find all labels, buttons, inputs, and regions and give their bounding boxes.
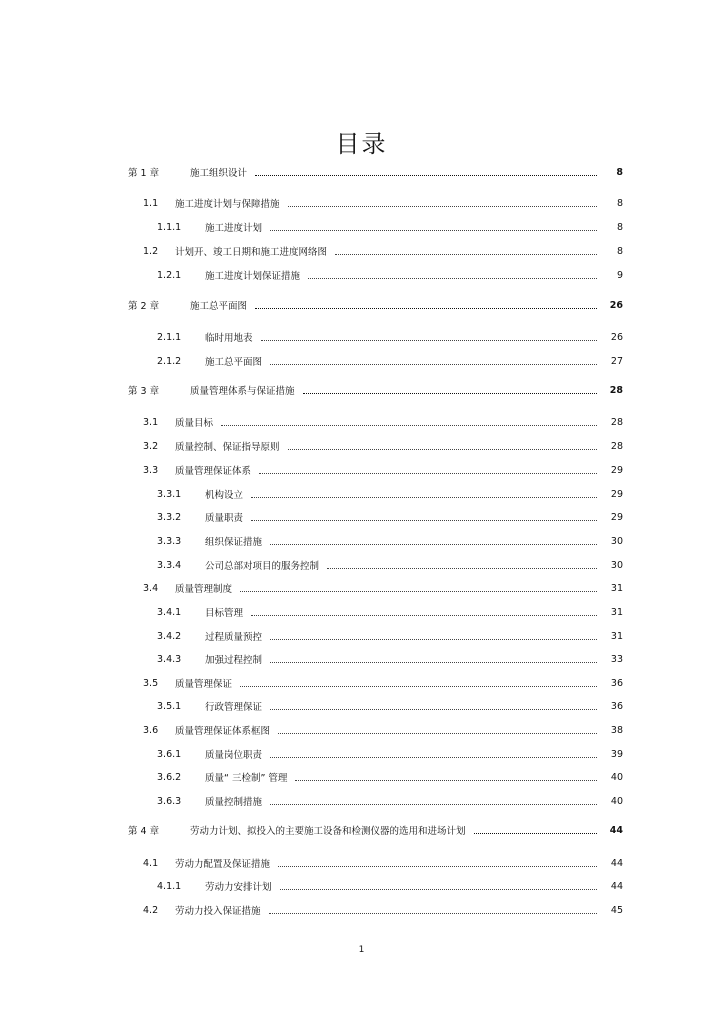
toc-entry-3-6[interactable]: [143, 722, 623, 738]
toc-entry-page: 40: [610, 795, 623, 807]
toc-entry-number: 3.6: [143, 724, 159, 736]
toc-entry-3-3-2[interactable]: [157, 509, 623, 525]
dot-leader: [270, 709, 597, 710]
toc-entry-3-3-3[interactable]: [157, 533, 623, 549]
toc-entry-title: 质量“ 三检制” 管理: [205, 773, 288, 784]
toc-entry-chapter-4[interactable]: [128, 822, 623, 838]
toc-entry-number: 4.1.1: [157, 880, 182, 892]
toc-entry-1-1-1[interactable]: [157, 219, 623, 235]
dot-leader: [278, 733, 597, 734]
toc-entry-3-6-1[interactable]: [157, 746, 623, 762]
toc-entry-number: 3.6.2: [157, 771, 182, 783]
toc-entry-title: 计划开、竣工日期和施工进度网络图: [175, 247, 328, 258]
dot-leader: [270, 757, 597, 758]
toc-entry-page: 30: [610, 559, 623, 571]
toc-entry-page: 29: [610, 488, 623, 500]
toc-entry-page: 33: [610, 653, 623, 665]
page-title: 目录: [335, 130, 388, 158]
dot-leader: [251, 615, 597, 616]
toc-entry-title: 劳动力安排计划: [205, 882, 272, 893]
dot-leader: [335, 254, 597, 255]
dot-leader: [251, 497, 597, 498]
dot-leader: [308, 278, 597, 279]
toc-entry-number: 3.3.4: [157, 559, 182, 571]
dot-leader: [270, 230, 597, 231]
toc-entry-chapter-1[interactable]: [128, 164, 623, 180]
toc-entry-3-3[interactable]: [143, 462, 623, 478]
toc-entry-3-1[interactable]: [143, 414, 623, 430]
toc-entry-page: 36: [610, 677, 623, 689]
toc-entry-page: 40: [610, 771, 623, 783]
dot-leader: [278, 866, 597, 867]
dot-leader: [288, 449, 597, 450]
toc-entry-page: 44: [609, 824, 623, 836]
toc-entry-title: 劳动力计划、拟投入的主要施工设备和检测仪器的选用和进场计划: [190, 826, 466, 837]
toc-entry-title: 质量职责: [205, 513, 244, 524]
toc-entry-title: 质量管理制度: [175, 584, 233, 595]
toc-entry-3-4-3[interactable]: [157, 651, 623, 667]
toc-entry-number: 1.2.1: [157, 269, 182, 281]
toc-entry-number: 3.4.2: [157, 630, 182, 642]
toc-entry-title: 临时用地表: [205, 333, 253, 344]
toc-entry-page: 31: [610, 630, 623, 642]
toc-entry-number: 3.1: [143, 416, 159, 428]
toc-entry-3-4-2[interactable]: [157, 628, 623, 644]
toc-entry-number: 3.3.3: [157, 535, 182, 547]
toc-entry-page: 27: [610, 355, 623, 367]
toc-entry-number: 3.4: [143, 582, 159, 594]
toc-entry-title: 质量岗位职责: [205, 750, 263, 761]
toc-entry-title: 质量管理保证体系框图: [175, 726, 271, 737]
toc-entry-3-2[interactable]: [143, 438, 623, 454]
toc-entry-page: 30: [610, 535, 623, 547]
toc-entry-title: 质量控制措施: [205, 797, 263, 808]
dot-leader: [251, 520, 597, 521]
toc-entry-title: 质量管理体系与保证措施: [190, 386, 295, 397]
toc-entry-number: 3.4.3: [157, 653, 182, 665]
toc-entry-4-1-1[interactable]: [157, 878, 623, 894]
toc-entry-page: 31: [610, 582, 623, 594]
toc-entry-page: 38: [610, 724, 623, 736]
toc-entry-title: 质量目标: [175, 418, 214, 429]
toc-entry-number: 3.3: [143, 464, 159, 476]
toc-entry-title: 行政管理保证: [205, 702, 263, 713]
dot-leader: [303, 393, 597, 394]
toc-entry-title: 施工组织设计: [190, 168, 248, 179]
toc-entry-page: 9: [616, 269, 623, 281]
toc-entry-number: 3.2: [143, 440, 159, 452]
toc-entry-3-3-4[interactable]: [157, 557, 623, 573]
dot-leader: [295, 780, 597, 781]
toc-entry-page: 28: [610, 416, 623, 428]
toc-entry-3-4-1[interactable]: [157, 604, 623, 620]
toc-entry-number: 第 3 章: [128, 386, 160, 397]
toc-entry-page: 8: [616, 197, 623, 209]
toc-entry-title: 施工进度计划保证措施: [205, 271, 301, 282]
toc-entry-chapter-2[interactable]: [128, 297, 623, 313]
toc-entry-3-6-2[interactable]: [157, 769, 623, 785]
dot-leader: [261, 340, 597, 341]
toc-entry-title: 质量管理保证体系: [175, 466, 252, 477]
toc-entry-page: 8: [616, 221, 623, 233]
dot-leader: [221, 425, 597, 426]
toc-entry-title: 施工总平面图: [205, 357, 263, 368]
toc-entry-3-6-3[interactable]: [157, 793, 623, 809]
toc-entry-title: 公司总部对项目的服务控制: [205, 561, 320, 572]
dot-leader: [259, 473, 597, 474]
toc-entry-chapter-3[interactable]: [128, 382, 623, 398]
toc-entry-number: 1.1.1: [157, 221, 182, 233]
toc-entry-title: 机构设立: [205, 490, 244, 501]
toc-entry-number: 3.5: [143, 677, 159, 689]
toc-entry-page: 31: [610, 606, 623, 618]
toc-entry-page: 8: [616, 166, 623, 178]
toc-entry-page: 26: [609, 299, 623, 311]
toc-entry-number: 3.3.2: [157, 511, 182, 523]
toc-entry-title: 过程质量预控: [205, 632, 263, 643]
dot-leader: [255, 175, 597, 176]
dot-leader: [270, 364, 597, 365]
toc-entry-number: 3.4.1: [157, 606, 182, 618]
toc-entry-number: 3.5.1: [157, 700, 182, 712]
toc-entry-page: 29: [610, 464, 623, 476]
toc-entry-number: 2.1.2: [157, 355, 182, 367]
toc-entry-page: 44: [610, 880, 623, 892]
toc-entry-number: 3.6.1: [157, 748, 182, 760]
page-number: 1: [358, 945, 365, 955]
toc-entry-number: 第 4 章: [128, 826, 160, 837]
toc-entry-3-5[interactable]: [143, 675, 623, 691]
toc-entry-number: 1.2: [143, 245, 159, 257]
toc-entry-page: 36: [610, 700, 623, 712]
toc-entry-title: 质量管理保证: [175, 679, 233, 690]
toc-entry-page: 26: [610, 331, 623, 343]
toc-entry-number: 第 2 章: [128, 301, 160, 312]
toc-entry-page: 45: [610, 904, 623, 916]
toc-entry-title: 目标管理: [205, 608, 244, 619]
dot-leader: [280, 889, 597, 890]
dot-leader: [255, 308, 597, 309]
toc-entry-title: 施工总平面图: [190, 301, 248, 312]
toc-entry-3-5-1[interactable]: [157, 698, 623, 714]
dot-leader: [474, 833, 597, 834]
dot-leader: [288, 206, 597, 207]
toc-entry-title: 质量控制、保证指导原则: [175, 442, 280, 453]
toc-entry-page: 39: [610, 748, 623, 760]
toc-entry-number: 4.1: [143, 857, 159, 869]
toc-entry-page: 28: [609, 384, 623, 396]
toc-entry-page: 28: [610, 440, 623, 452]
toc-entry-page: 8: [616, 245, 623, 257]
dot-leader: [270, 662, 597, 663]
toc-entry-4-1[interactable]: [143, 855, 623, 871]
toc-entry-number: 2.1.1: [157, 331, 182, 343]
toc-entry-title: 劳动力配置及保证措施: [175, 859, 271, 870]
toc-entry-3-4[interactable]: [143, 580, 623, 596]
dot-leader: [270, 544, 597, 545]
toc-entry-title: 劳动力投入保证措施: [175, 906, 261, 917]
dot-leader: [327, 568, 597, 569]
toc-entry-title: 组织保证措施: [205, 537, 263, 548]
toc-entry-1-2-1[interactable]: [157, 267, 623, 283]
dot-leader: [270, 639, 597, 640]
toc-entry-number: 4.2: [143, 904, 159, 916]
toc-entry-2-1-2[interactable]: [157, 353, 623, 369]
toc-entry-4-2[interactable]: [143, 902, 623, 918]
toc-entry-page: 44: [610, 857, 623, 869]
toc-entry-2-1-1[interactable]: [157, 329, 623, 345]
toc-entry-3-3-1[interactable]: [157, 486, 623, 502]
toc-entry-title: 施工进度计划: [205, 223, 263, 234]
dot-leader: [240, 686, 597, 687]
toc-entry-number: 1.1: [143, 197, 159, 209]
dot-leader: [240, 591, 597, 592]
toc-entry-number: 3.3.1: [157, 488, 182, 500]
toc-entry-number: 第 1 章: [128, 168, 160, 179]
dot-leader: [270, 804, 597, 805]
toc-entry-number: 3.6.3: [157, 795, 182, 807]
toc-entry-title: 施工进度计划与保障措施: [175, 199, 280, 210]
toc-entry-page: 29: [610, 511, 623, 523]
dot-leader: [269, 913, 597, 914]
toc-entry-title: 加强过程控制: [205, 655, 263, 666]
toc-entry-1-2[interactable]: [143, 243, 623, 259]
toc-entry-1-1[interactable]: [143, 195, 623, 211]
